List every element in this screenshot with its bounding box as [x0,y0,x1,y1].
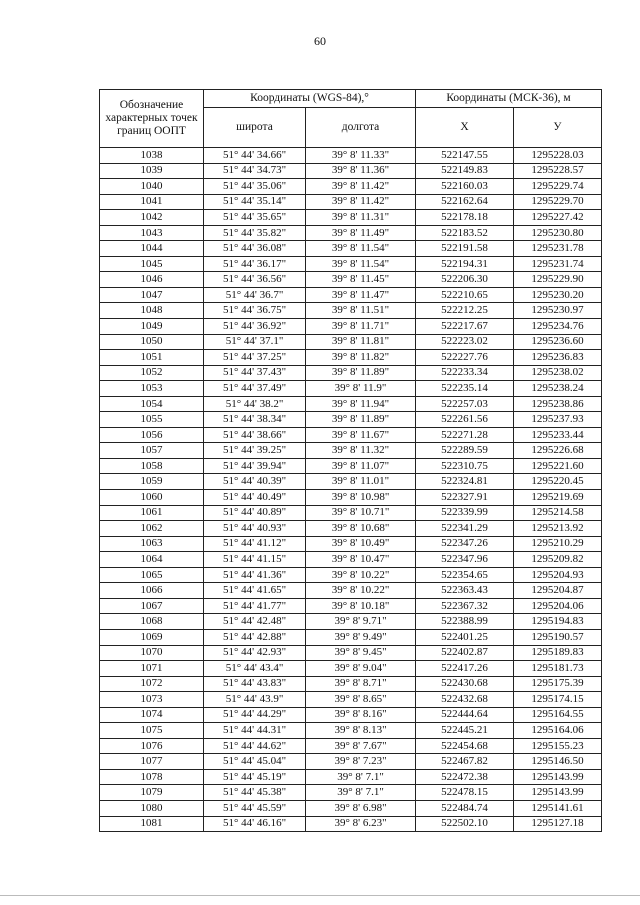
longitude-cell: 39° 8' 11.36" [306,163,416,179]
latitude-cell: 51° 44' 37.49" [204,381,306,397]
x-coordinate-cell: 522467.82 [416,754,514,770]
table-row [100,552,602,568]
table-row [100,412,602,428]
longitude-cell: 39° 8' 11.71" [306,319,416,335]
table-row [100,692,602,708]
longitude-cell: 39° 8' 9.45" [306,645,416,661]
point-number-cell: 1045 [100,256,204,272]
point-number-cell: 1047 [100,287,204,303]
x-coordinate-cell: 522502.10 [416,816,514,832]
page-number: 60 [314,34,326,48]
y-coordinate-cell: 1295238.24 [514,381,602,397]
longitude-cell: 39° 8' 7.23" [306,754,416,770]
latitude-cell: 51° 44' 35.65" [204,210,306,226]
longitude-cell: 39° 8' 7.1" [306,769,416,785]
latitude-cell: 51° 44' 38.2" [204,396,306,412]
table-row [100,490,602,506]
x-coordinate-cell: 522147.55 [416,148,514,164]
longitude-cell: 39° 8' 10.18" [306,598,416,614]
point-number-cell: 1074 [100,707,204,723]
x-coordinate-cell: 522233.34 [416,365,514,381]
table-row [100,598,602,614]
latitude-cell: 51° 44' 38.34" [204,412,306,428]
latitude-cell: 51° 44' 45.59" [204,800,306,816]
latitude-cell: 51° 44' 46.16" [204,816,306,832]
longitude-cell: 39° 8' 11.42" [306,179,416,195]
latitude-cell: 51° 44' 44.29" [204,707,306,723]
point-number-cell: 1076 [100,738,204,754]
point-number-cell: 1051 [100,350,204,366]
y-coordinate-cell: 1295229.70 [514,194,602,210]
point-number-cell: 1081 [100,816,204,832]
table-row [100,474,602,490]
longitude-cell: 39° 8' 11.54" [306,256,416,272]
y-coordinate-cell: 1295229.90 [514,272,602,288]
y-coordinate-cell: 1295219.69 [514,490,602,506]
point-number-cell: 1065 [100,567,204,583]
x-coordinate-cell: 522347.26 [416,536,514,552]
x-coordinate-cell: 522183.52 [416,225,514,241]
header-x: X [416,108,514,148]
point-number-cell: 1050 [100,334,204,350]
longitude-cell: 39° 8' 10.47" [306,552,416,568]
x-coordinate-cell: 522444.64 [416,707,514,723]
latitude-cell: 51° 44' 36.08" [204,241,306,257]
longitude-cell: 39° 8' 11.54" [306,241,416,257]
y-coordinate-cell: 1295214.58 [514,505,602,521]
latitude-cell: 51° 44' 35.14" [204,194,306,210]
point-number-cell: 1070 [100,645,204,661]
table-row [100,707,602,723]
x-coordinate-cell: 522289.59 [416,443,514,459]
longitude-cell: 39° 8' 11.33" [306,148,416,164]
latitude-cell: 51° 44' 41.77" [204,598,306,614]
point-number-cell: 1046 [100,272,204,288]
header-msk36-coordinates: Координаты (МСК-36), м [416,90,602,108]
y-coordinate-cell: 1295204.93 [514,567,602,583]
x-coordinate-cell: 522212.25 [416,303,514,319]
y-coordinate-cell: 1295236.60 [514,334,602,350]
y-coordinate-cell: 1295230.80 [514,225,602,241]
table-row [100,536,602,552]
y-coordinate-cell: 1295220.45 [514,474,602,490]
latitude-cell: 51° 44' 40.39" [204,474,306,490]
longitude-cell: 39° 8' 11.89" [306,412,416,428]
longitude-cell: 39° 8' 6.98" [306,800,416,816]
longitude-cell: 39° 8' 8.65" [306,692,416,708]
point-number-cell: 1077 [100,754,204,770]
longitude-cell: 39° 8' 9.49" [306,629,416,645]
latitude-cell: 51° 44' 41.36" [204,567,306,583]
point-number-cell: 1040 [100,179,204,195]
longitude-cell: 39° 8' 11.07" [306,458,416,474]
latitude-cell: 51° 44' 38.66" [204,427,306,443]
table-row [100,521,602,537]
table-row [100,505,602,521]
y-coordinate-cell: 1295233.44 [514,427,602,443]
x-coordinate-cell: 522162.64 [416,194,514,210]
y-coordinate-cell: 1295194.83 [514,614,602,630]
x-coordinate-cell: 522217.67 [416,319,514,335]
point-number-cell: 1049 [100,319,204,335]
latitude-cell: 51° 44' 44.62" [204,738,306,754]
point-number-cell: 1062 [100,521,204,537]
y-coordinate-cell: 1295141.61 [514,800,602,816]
x-coordinate-cell: 522178.18 [416,210,514,226]
point-number-cell: 1075 [100,723,204,739]
point-number-cell: 1052 [100,365,204,381]
latitude-cell: 51° 44' 36.7" [204,287,306,303]
y-coordinate-cell: 1295230.97 [514,303,602,319]
longitude-cell: 39° 8' 11.01" [306,474,416,490]
table-row [100,272,602,288]
x-coordinate-cell: 522388.99 [416,614,514,630]
x-coordinate-cell: 522235.14 [416,381,514,397]
longitude-cell: 39° 8' 8.13" [306,723,416,739]
table-row [100,179,602,195]
latitude-cell: 51° 44' 40.49" [204,490,306,506]
x-coordinate-cell: 522472.38 [416,769,514,785]
point-number-cell: 1038 [100,148,204,164]
table-row [100,396,602,412]
longitude-cell: 39° 8' 11.49" [306,225,416,241]
longitude-cell: 39° 8' 11.51" [306,303,416,319]
longitude-cell: 39° 8' 10.49" [306,536,416,552]
x-coordinate-cell: 522354.65 [416,567,514,583]
point-number-cell: 1057 [100,443,204,459]
point-number-cell: 1068 [100,614,204,630]
table-row [100,661,602,677]
table-row [100,754,602,770]
point-number-cell: 1079 [100,785,204,801]
longitude-cell: 39° 8' 11.67" [306,427,416,443]
latitude-cell: 51° 44' 39.25" [204,443,306,459]
table-row [100,163,602,179]
longitude-cell: 39° 8' 10.22" [306,583,416,599]
point-number-cell: 1060 [100,490,204,506]
x-coordinate-cell: 522432.68 [416,692,514,708]
longitude-cell: 39° 8' 10.22" [306,567,416,583]
x-coordinate-cell: 522223.02 [416,334,514,350]
latitude-cell: 51° 44' 39.94" [204,458,306,474]
y-coordinate-cell: 1295234.76 [514,319,602,335]
longitude-cell: 39° 8' 10.68" [306,521,416,537]
point-number-cell: 1067 [100,598,204,614]
y-coordinate-cell: 1295204.06 [514,598,602,614]
latitude-cell: 51° 44' 45.38" [204,785,306,801]
point-number-cell: 1044 [100,241,204,257]
table-row [100,583,602,599]
point-number-cell: 1071 [100,661,204,677]
table-row [100,303,602,319]
table-row [100,381,602,397]
x-coordinate-cell: 522445.21 [416,723,514,739]
y-coordinate-cell: 1295204.87 [514,583,602,599]
x-coordinate-cell: 522194.31 [416,256,514,272]
y-coordinate-cell: 1295236.83 [514,350,602,366]
x-coordinate-cell: 522210.65 [416,287,514,303]
x-coordinate-cell: 522341.29 [416,521,514,537]
y-coordinate-cell: 1295226.68 [514,443,602,459]
table-row [100,816,602,832]
point-number-cell: 1073 [100,692,204,708]
y-coordinate-cell: 1295237.93 [514,412,602,428]
point-number-cell: 1061 [100,505,204,521]
latitude-cell: 51° 44' 41.15" [204,552,306,568]
longitude-cell: 39° 8' 10.71" [306,505,416,521]
y-coordinate-cell: 1295143.99 [514,769,602,785]
longitude-cell: 39° 8' 11.47" [306,287,416,303]
latitude-cell: 51° 44' 41.12" [204,536,306,552]
latitude-cell: 51° 44' 40.93" [204,521,306,537]
x-coordinate-cell: 522347.96 [416,552,514,568]
point-number-cell: 1055 [100,412,204,428]
table-row [100,365,602,381]
x-coordinate-cell: 522402.87 [416,645,514,661]
latitude-cell: 51° 44' 36.75" [204,303,306,319]
y-coordinate-cell: 1295231.74 [514,256,602,272]
x-coordinate-cell: 522417.26 [416,661,514,677]
longitude-cell: 39° 8' 8.16" [306,707,416,723]
y-coordinate-cell: 1295164.55 [514,707,602,723]
longitude-cell: 39° 8' 9.04" [306,661,416,677]
header-y: У [514,108,602,148]
table-row [100,287,602,303]
point-number-cell: 1069 [100,629,204,645]
table-row [100,427,602,443]
x-coordinate-cell: 522149.83 [416,163,514,179]
x-coordinate-cell: 522257.03 [416,396,514,412]
latitude-cell: 51° 44' 45.19" [204,769,306,785]
latitude-cell: 51° 44' 36.92" [204,319,306,335]
latitude-cell: 51° 44' 35.82" [204,225,306,241]
table-row [100,458,602,474]
latitude-cell: 51° 44' 41.65" [204,583,306,599]
x-coordinate-cell: 522327.91 [416,490,514,506]
table-row [100,210,602,226]
x-coordinate-cell: 522454.68 [416,738,514,754]
latitude-cell: 51° 44' 43.4" [204,661,306,677]
latitude-cell: 51° 44' 40.89" [204,505,306,521]
x-coordinate-cell: 522160.03 [416,179,514,195]
y-coordinate-cell: 1295213.92 [514,521,602,537]
point-number-cell: 1042 [100,210,204,226]
y-coordinate-cell: 1295190.57 [514,629,602,645]
latitude-cell: 51° 44' 45.04" [204,754,306,770]
x-coordinate-cell: 522191.58 [416,241,514,257]
bottom-divider [0,895,640,896]
longitude-cell: 39° 8' 11.9" [306,381,416,397]
longitude-cell: 39° 8' 11.42" [306,194,416,210]
latitude-cell: 51° 44' 42.48" [204,614,306,630]
longitude-cell: 39° 8' 11.89" [306,365,416,381]
point-number-cell: 1058 [100,458,204,474]
x-coordinate-cell: 522324.81 [416,474,514,490]
table-row [100,738,602,754]
point-number-cell: 1064 [100,552,204,568]
table-row [100,567,602,583]
table-row [100,629,602,645]
point-number-cell: 1054 [100,396,204,412]
point-number-cell: 1080 [100,800,204,816]
latitude-cell: 51° 44' 37.1" [204,334,306,350]
point-number-cell: 1043 [100,225,204,241]
point-number-cell: 1063 [100,536,204,552]
y-coordinate-cell: 1295228.57 [514,163,602,179]
longitude-cell: 39° 8' 7.1" [306,785,416,801]
longitude-cell: 39° 8' 11.82" [306,350,416,366]
point-number-cell: 1056 [100,427,204,443]
table-row [100,334,602,350]
point-number-cell: 1039 [100,163,204,179]
table-row [100,194,602,210]
table-row [100,350,602,366]
longitude-cell: 39° 8' 11.31" [306,210,416,226]
table-row [100,241,602,257]
longitude-cell: 39° 8' 10.98" [306,490,416,506]
x-coordinate-cell: 522339.99 [416,505,514,521]
table-row [100,785,602,801]
longitude-cell: 39° 8' 8.71" [306,676,416,692]
table-header [100,90,602,148]
y-coordinate-cell: 1295238.02 [514,365,602,381]
coordinates-table [99,89,602,832]
table-row [100,148,602,164]
longitude-cell: 39° 8' 7.67" [306,738,416,754]
point-number-cell: 1078 [100,769,204,785]
longitude-cell: 39° 8' 9.71" [306,614,416,630]
point-number-cell: 1053 [100,381,204,397]
y-coordinate-cell: 1295238.86 [514,396,602,412]
table-row [100,319,602,335]
y-coordinate-cell: 1295227.42 [514,210,602,226]
x-coordinate-cell: 522310.75 [416,458,514,474]
table-row [100,256,602,272]
x-coordinate-cell: 522206.30 [416,272,514,288]
longitude-cell: 39° 8' 11.45" [306,272,416,288]
latitude-cell: 51° 44' 42.88" [204,629,306,645]
longitude-cell: 39° 8' 6.23" [306,816,416,832]
header-point-designation: Обозначение характерных точек границ ООПТ [100,90,204,148]
longitude-cell: 39° 8' 11.94" [306,396,416,412]
point-number-cell: 1048 [100,303,204,319]
x-coordinate-cell: 522363.43 [416,583,514,599]
y-coordinate-cell: 1295209.82 [514,552,602,568]
table-row [100,645,602,661]
latitude-cell: 51° 44' 37.25" [204,350,306,366]
x-coordinate-cell: 522401.25 [416,629,514,645]
x-coordinate-cell: 522261.56 [416,412,514,428]
y-coordinate-cell: 1295127.18 [514,816,602,832]
latitude-cell: 51° 44' 44.31" [204,723,306,739]
y-coordinate-cell: 1295175.39 [514,676,602,692]
longitude-cell: 39° 8' 11.32" [306,443,416,459]
y-coordinate-cell: 1295174.15 [514,692,602,708]
x-coordinate-cell: 522271.28 [416,427,514,443]
latitude-cell: 51° 44' 34.66" [204,148,306,164]
x-coordinate-cell: 522478.15 [416,785,514,801]
table-row [100,800,602,816]
y-coordinate-cell: 1295231.78 [514,241,602,257]
y-coordinate-cell: 1295228.03 [514,148,602,164]
point-number-cell: 1059 [100,474,204,490]
y-coordinate-cell: 1295189.83 [514,645,602,661]
table-body [100,148,602,832]
y-coordinate-cell: 1295210.29 [514,536,602,552]
table-row [100,225,602,241]
y-coordinate-cell: 1295230.20 [514,287,602,303]
y-coordinate-cell: 1295146.50 [514,754,602,770]
y-coordinate-cell: 1295229.74 [514,179,602,195]
latitude-cell: 51° 44' 43.9" [204,692,306,708]
x-coordinate-cell: 522430.68 [416,676,514,692]
y-coordinate-cell: 1295221.60 [514,458,602,474]
latitude-cell: 51° 44' 37.43" [204,365,306,381]
y-coordinate-cell: 1295181.73 [514,661,602,677]
longitude-cell: 39° 8' 11.81" [306,334,416,350]
point-number-cell: 1072 [100,676,204,692]
latitude-cell: 51° 44' 43.83" [204,676,306,692]
latitude-cell: 51° 44' 36.17" [204,256,306,272]
point-number-cell: 1066 [100,583,204,599]
latitude-cell: 51° 44' 34.73" [204,163,306,179]
header-latitude: широта [204,108,306,148]
latitude-cell: 51° 44' 36.56" [204,272,306,288]
latitude-cell: 51° 44' 35.06" [204,179,306,195]
table-row [100,443,602,459]
x-coordinate-cell: 522484.74 [416,800,514,816]
table-row [100,676,602,692]
header-wgs84-coordinates: Координаты (WGS-84),° [204,90,416,108]
x-coordinate-cell: 522227.76 [416,350,514,366]
y-coordinate-cell: 1295143.99 [514,785,602,801]
latitude-cell: 51° 44' 42.93" [204,645,306,661]
y-coordinate-cell: 1295155.23 [514,738,602,754]
header-longitude: долгота [306,108,416,148]
table-row [100,723,602,739]
y-coordinate-cell: 1295164.06 [514,723,602,739]
table-row [100,769,602,785]
x-coordinate-cell: 522367.32 [416,598,514,614]
point-number-cell: 1041 [100,194,204,210]
table-row [100,614,602,630]
